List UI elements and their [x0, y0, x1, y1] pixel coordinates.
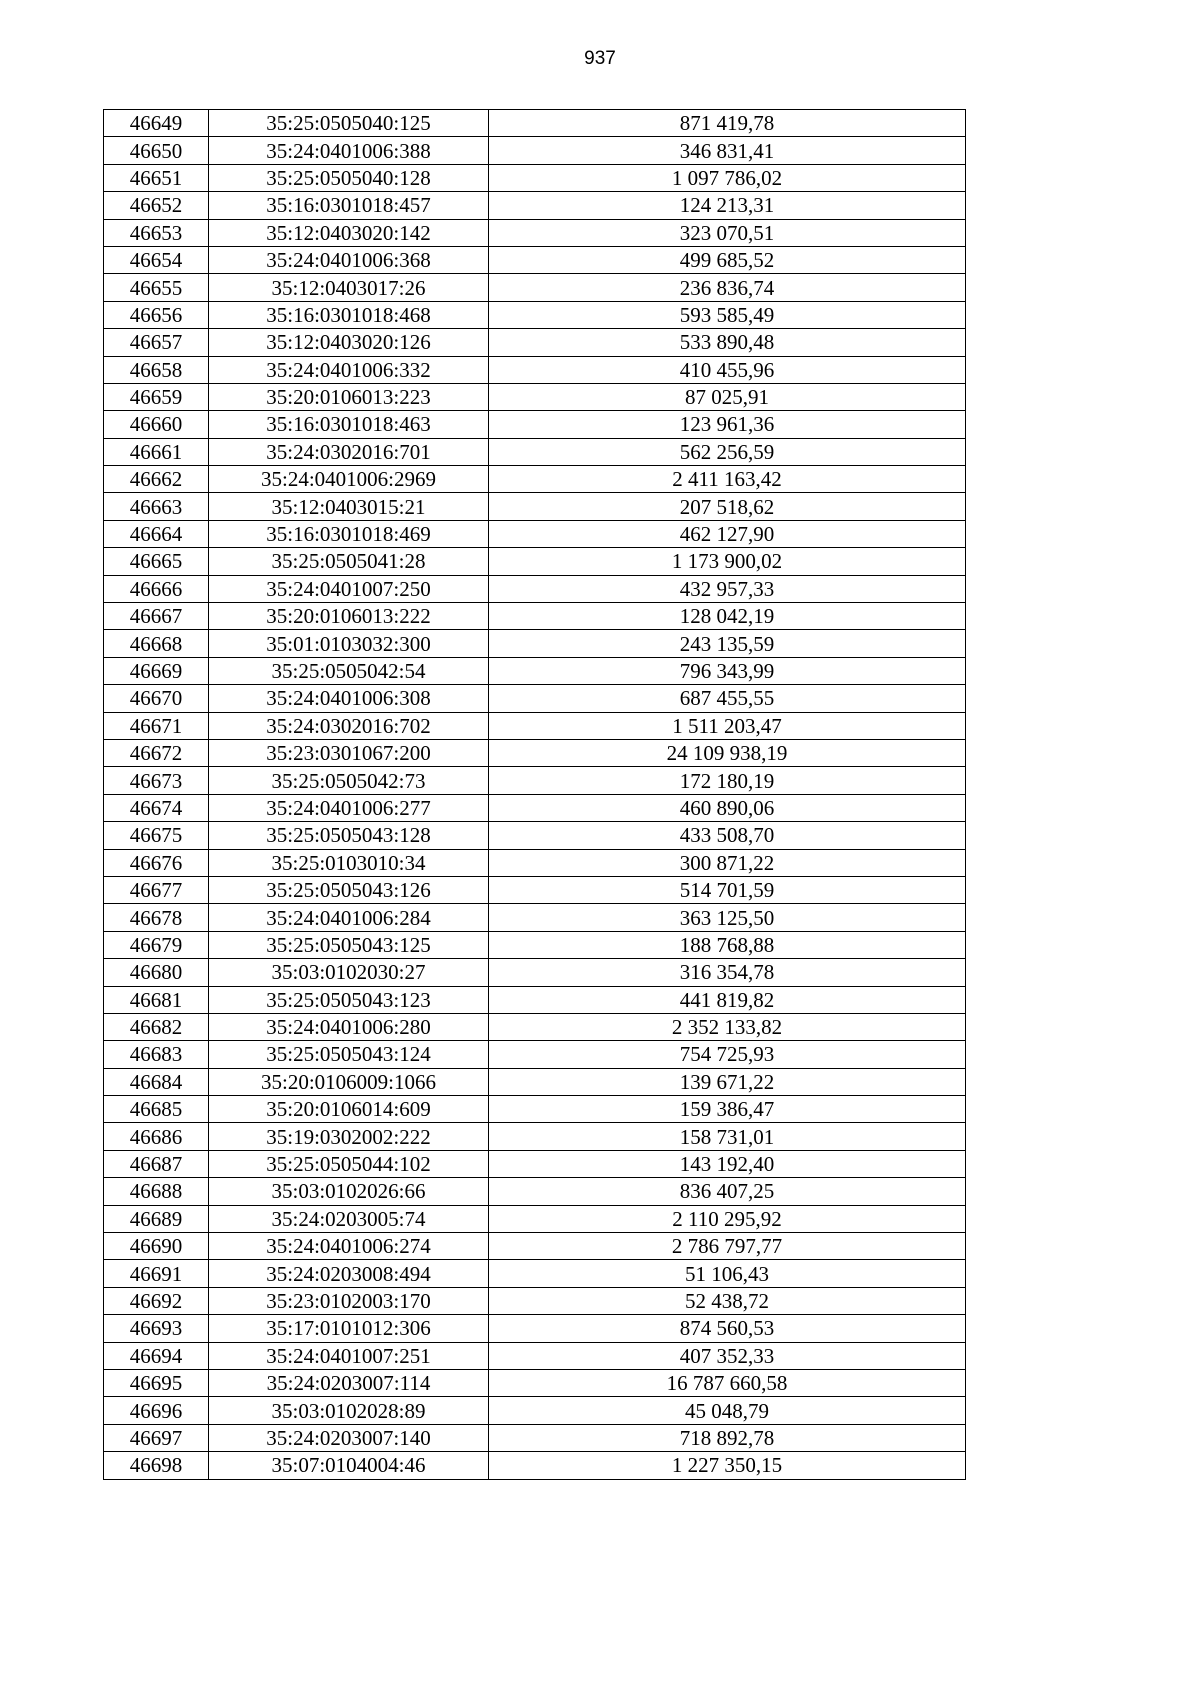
row-number-cell: 46663 [104, 493, 209, 520]
cadastral-value-cell: 687 455,55 [489, 685, 966, 712]
cadastral-value-cell: 139 671,22 [489, 1068, 966, 1095]
row-number-cell: 46692 [104, 1287, 209, 1314]
table-row [104, 603, 966, 630]
row-number-cell: 46696 [104, 1397, 209, 1424]
cadastral-number-cell: 35:25:0505043:128 [209, 822, 489, 849]
cadastral-value-cell: 188 768,88 [489, 931, 966, 958]
table-row [104, 493, 966, 520]
row-number-cell: 46654 [104, 246, 209, 273]
table-row [104, 822, 966, 849]
cadastral-number-cell: 35:24:0401006:274 [209, 1233, 489, 1260]
row-number-cell: 46661 [104, 438, 209, 465]
cadastral-value-cell: 45 048,79 [489, 1397, 966, 1424]
cadastral-number-cell: 35:24:0401007:251 [209, 1342, 489, 1369]
cadastral-value-cell: 2 786 797,77 [489, 1233, 966, 1260]
row-number-cell: 46684 [104, 1068, 209, 1095]
cadastral-value-cell: 158 731,01 [489, 1123, 966, 1150]
cadastral-value-cell: 462 127,90 [489, 520, 966, 547]
table-row [104, 1041, 966, 1068]
row-number-cell: 46650 [104, 137, 209, 164]
cadastral-number-cell: 35:24:0203007:140 [209, 1424, 489, 1451]
cadastral-number-cell: 35:25:0505043:124 [209, 1041, 489, 1068]
cadastral-number-cell: 35:24:0401006:280 [209, 1013, 489, 1040]
row-number-cell: 46676 [104, 849, 209, 876]
row-number-cell: 46673 [104, 767, 209, 794]
row-number-cell: 46666 [104, 575, 209, 602]
table-row [104, 904, 966, 931]
table-row [104, 959, 966, 986]
cadastral-value-cell: 1 511 203,47 [489, 712, 966, 739]
row-number-cell: 46671 [104, 712, 209, 739]
table-body [104, 110, 966, 1480]
cadastral-number-cell: 35:16:0301018:457 [209, 192, 489, 219]
cadastral-number-cell: 35:12:0403020:126 [209, 329, 489, 356]
cadastral-number-cell: 35:25:0505042:54 [209, 657, 489, 684]
table-row [104, 1260, 966, 1287]
row-number-cell: 46686 [104, 1123, 209, 1150]
row-number-cell: 46687 [104, 1150, 209, 1177]
table-row [104, 246, 966, 273]
table-row [104, 767, 966, 794]
table-row [104, 630, 966, 657]
cadastral-number-cell: 35:25:0505040:128 [209, 164, 489, 191]
cadastral-value-cell: 593 585,49 [489, 301, 966, 328]
cadastral-value-cell: 123 961,36 [489, 411, 966, 438]
table-row [104, 411, 966, 438]
row-number-cell: 46685 [104, 1096, 209, 1123]
table-row [104, 849, 966, 876]
cadastral-value-cell: 346 831,41 [489, 137, 966, 164]
cadastral-number-cell: 35:12:0403015:21 [209, 493, 489, 520]
cadastral-number-cell: 35:23:0301067:200 [209, 739, 489, 766]
cadastral-value-cell: 243 135,59 [489, 630, 966, 657]
cadastral-number-cell: 35:24:0302016:702 [209, 712, 489, 739]
cadastral-number-cell: 35:16:0301018:469 [209, 520, 489, 547]
cadastral-value-cell: 87 025,91 [489, 383, 966, 410]
cadastral-value-cell: 172 180,19 [489, 767, 966, 794]
cadastral-value-cell: 2 110 295,92 [489, 1205, 966, 1232]
cadastral-number-cell: 35:03:0102028:89 [209, 1397, 489, 1424]
cadastral-number-cell: 35:24:0401006:308 [209, 685, 489, 712]
cadastral-number-cell: 35:24:0203007:114 [209, 1369, 489, 1396]
cadastral-number-cell: 35:24:0401006:368 [209, 246, 489, 273]
table-row [104, 657, 966, 684]
cadastral-number-cell: 35:25:0505042:73 [209, 767, 489, 794]
row-number-cell: 46694 [104, 1342, 209, 1369]
table-row [104, 110, 966, 137]
cadastral-number-cell: 35:03:0102030:27 [209, 959, 489, 986]
table-row [104, 164, 966, 191]
cadastral-value-cell: 460 890,06 [489, 794, 966, 821]
row-number-cell: 46678 [104, 904, 209, 931]
row-number-cell: 46682 [104, 1013, 209, 1040]
row-number-cell: 46672 [104, 739, 209, 766]
cadastral-number-cell: 35:20:0106014:609 [209, 1096, 489, 1123]
cadastral-value-cell: 441 819,82 [489, 986, 966, 1013]
cadastral-number-cell: 35:24:0302016:701 [209, 438, 489, 465]
row-number-cell: 46656 [104, 301, 209, 328]
cadastral-value-cell: 16 787 660,58 [489, 1369, 966, 1396]
row-number-cell: 46662 [104, 466, 209, 493]
row-number-cell: 46652 [104, 192, 209, 219]
cadastral-number-cell: 35:25:0505040:125 [209, 110, 489, 137]
cadastral-number-cell: 35:24:0401006:284 [209, 904, 489, 931]
row-number-cell: 46680 [104, 959, 209, 986]
cadastral-number-cell: 35:20:0106013:223 [209, 383, 489, 410]
table-row [104, 1342, 966, 1369]
cadastral-value-cell: 2 352 133,82 [489, 1013, 966, 1040]
row-number-cell: 46695 [104, 1369, 209, 1396]
cadastral-value-cell: 143 192,40 [489, 1150, 966, 1177]
row-number-cell: 46667 [104, 603, 209, 630]
cadastral-value-cell: 207 518,62 [489, 493, 966, 520]
row-number-cell: 46664 [104, 520, 209, 547]
row-number-cell: 46698 [104, 1452, 209, 1479]
table-row [104, 1205, 966, 1232]
table-row [104, 520, 966, 547]
cadastral-number-cell: 35:25:0103010:34 [209, 849, 489, 876]
cadastral-number-cell: 35:24:0401006:2969 [209, 466, 489, 493]
cadastral-number-cell: 35:23:0102003:170 [209, 1287, 489, 1314]
row-number-cell: 46674 [104, 794, 209, 821]
row-number-cell: 46690 [104, 1233, 209, 1260]
cadastral-value-cell: 1 227 350,15 [489, 1452, 966, 1479]
table-row [104, 794, 966, 821]
cadastral-number-cell: 35:03:0102026:66 [209, 1178, 489, 1205]
cadastral-value-cell: 432 957,33 [489, 575, 966, 602]
row-number-cell: 46657 [104, 329, 209, 356]
cadastral-value-cell: 236 836,74 [489, 274, 966, 301]
table-row [104, 575, 966, 602]
row-number-cell: 46653 [104, 219, 209, 246]
table-row [104, 931, 966, 958]
cadastral-value-cell: 874 560,53 [489, 1315, 966, 1342]
table-row [104, 1068, 966, 1095]
row-number-cell: 46668 [104, 630, 209, 657]
cadastral-value-cell: 128 042,19 [489, 603, 966, 630]
row-number-cell: 46660 [104, 411, 209, 438]
table-row [104, 986, 966, 1013]
cadastral-number-cell: 35:12:0403020:142 [209, 219, 489, 246]
table-row [104, 1178, 966, 1205]
row-number-cell: 46689 [104, 1205, 209, 1232]
table-row [104, 1096, 966, 1123]
cadastral-value-cell: 1 097 786,02 [489, 164, 966, 191]
row-number-cell: 46675 [104, 822, 209, 849]
row-number-cell: 46670 [104, 685, 209, 712]
cadastral-value-cell: 754 725,93 [489, 1041, 966, 1068]
cadastral-number-cell: 35:25:0505041:28 [209, 548, 489, 575]
cadastral-number-cell: 35:25:0505043:123 [209, 986, 489, 1013]
cadastral-value-cell: 323 070,51 [489, 219, 966, 246]
cadastral-value-cell: 1 173 900,02 [489, 548, 966, 575]
cadastral-number-cell: 35:19:0302002:222 [209, 1123, 489, 1150]
cadastral-number-cell: 35:25:0505043:125 [209, 931, 489, 958]
table-row [104, 876, 966, 903]
table-row [104, 192, 966, 219]
row-number-cell: 46649 [104, 110, 209, 137]
table-row [104, 1287, 966, 1314]
cadastral-number-cell: 35:24:0401006:277 [209, 794, 489, 821]
table-row [104, 1123, 966, 1150]
cadastral-number-cell: 35:24:0203008:494 [209, 1260, 489, 1287]
row-number-cell: 46677 [104, 876, 209, 903]
table-row [104, 1315, 966, 1342]
cadastral-number-cell: 35:24:0401007:250 [209, 575, 489, 602]
cadastral-value-cell: 407 352,33 [489, 1342, 966, 1369]
cadastral-number-cell: 35:24:0203005:74 [209, 1205, 489, 1232]
cadastral-value-cell: 52 438,72 [489, 1287, 966, 1314]
table-row [104, 383, 966, 410]
cadastral-value-cell: 316 354,78 [489, 959, 966, 986]
row-number-cell: 46651 [104, 164, 209, 191]
cadastral-value-table [103, 109, 966, 1480]
table-row [104, 274, 966, 301]
cadastral-value-cell: 562 256,59 [489, 438, 966, 465]
table-row [104, 1150, 966, 1177]
cadastral-value-cell: 51 106,43 [489, 1260, 966, 1287]
cadastral-value-cell: 871 419,78 [489, 110, 966, 137]
cadastral-number-cell: 35:12:0403017:26 [209, 274, 489, 301]
cadastral-value-cell: 410 455,96 [489, 356, 966, 383]
cadastral-value-cell: 796 343,99 [489, 657, 966, 684]
cadastral-value-cell: 514 701,59 [489, 876, 966, 903]
table-row [104, 329, 966, 356]
row-number-cell: 46679 [104, 931, 209, 958]
row-number-cell: 46681 [104, 986, 209, 1013]
cadastral-value-cell: 363 125,50 [489, 904, 966, 931]
cadastral-number-cell: 35:24:0401006:388 [209, 137, 489, 164]
cadastral-value-cell: 24 109 938,19 [489, 739, 966, 766]
page-number: 937 [584, 48, 616, 69]
table-row [104, 1424, 966, 1451]
cadastral-number-cell: 35:25:0505044:102 [209, 1150, 489, 1177]
row-number-cell: 46691 [104, 1260, 209, 1287]
cadastral-number-cell: 35:24:0401006:332 [209, 356, 489, 383]
table-row [104, 219, 966, 246]
row-number-cell: 46693 [104, 1315, 209, 1342]
row-number-cell: 46658 [104, 356, 209, 383]
table-row [104, 1233, 966, 1260]
row-number-cell: 46669 [104, 657, 209, 684]
table-row [104, 438, 966, 465]
cadastral-value-cell: 533 890,48 [489, 329, 966, 356]
cadastral-value-cell: 433 508,70 [489, 822, 966, 849]
table-row [104, 137, 966, 164]
row-number-cell: 46697 [104, 1424, 209, 1451]
cadastral-value-cell: 124 213,31 [489, 192, 966, 219]
row-number-cell: 46665 [104, 548, 209, 575]
table-row [104, 301, 966, 328]
cadastral-number-cell: 35:20:0106013:222 [209, 603, 489, 630]
cadastral-value-cell: 836 407,25 [489, 1178, 966, 1205]
cadastral-number-cell: 35:25:0505043:126 [209, 876, 489, 903]
cadastral-value-cell: 300 871,22 [489, 849, 966, 876]
row-number-cell: 46655 [104, 274, 209, 301]
cadastral-value-cell: 499 685,52 [489, 246, 966, 273]
cadastral-number-cell: 35:17:0101012:306 [209, 1315, 489, 1342]
cadastral-value-cell: 718 892,78 [489, 1424, 966, 1451]
table-row [104, 356, 966, 383]
cadastral-number-cell: 35:20:0106009:1066 [209, 1068, 489, 1095]
row-number-cell: 46688 [104, 1178, 209, 1205]
table-row [104, 548, 966, 575]
cadastral-number-cell: 35:01:0103032:300 [209, 630, 489, 657]
cadastral-value-cell: 2 411 163,42 [489, 466, 966, 493]
table-row [104, 1397, 966, 1424]
cadastral-number-cell: 35:16:0301018:468 [209, 301, 489, 328]
cadastral-number-cell: 35:16:0301018:463 [209, 411, 489, 438]
table-row [104, 1452, 966, 1479]
cadastral-number-cell: 35:07:0104004:46 [209, 1452, 489, 1479]
table-row [104, 739, 966, 766]
cadastral-value-cell: 159 386,47 [489, 1096, 966, 1123]
table-row [104, 1369, 966, 1396]
table-row [104, 712, 966, 739]
table-row [104, 466, 966, 493]
table-row [104, 1013, 966, 1040]
row-number-cell: 46659 [104, 383, 209, 410]
table-row [104, 685, 966, 712]
row-number-cell: 46683 [104, 1041, 209, 1068]
